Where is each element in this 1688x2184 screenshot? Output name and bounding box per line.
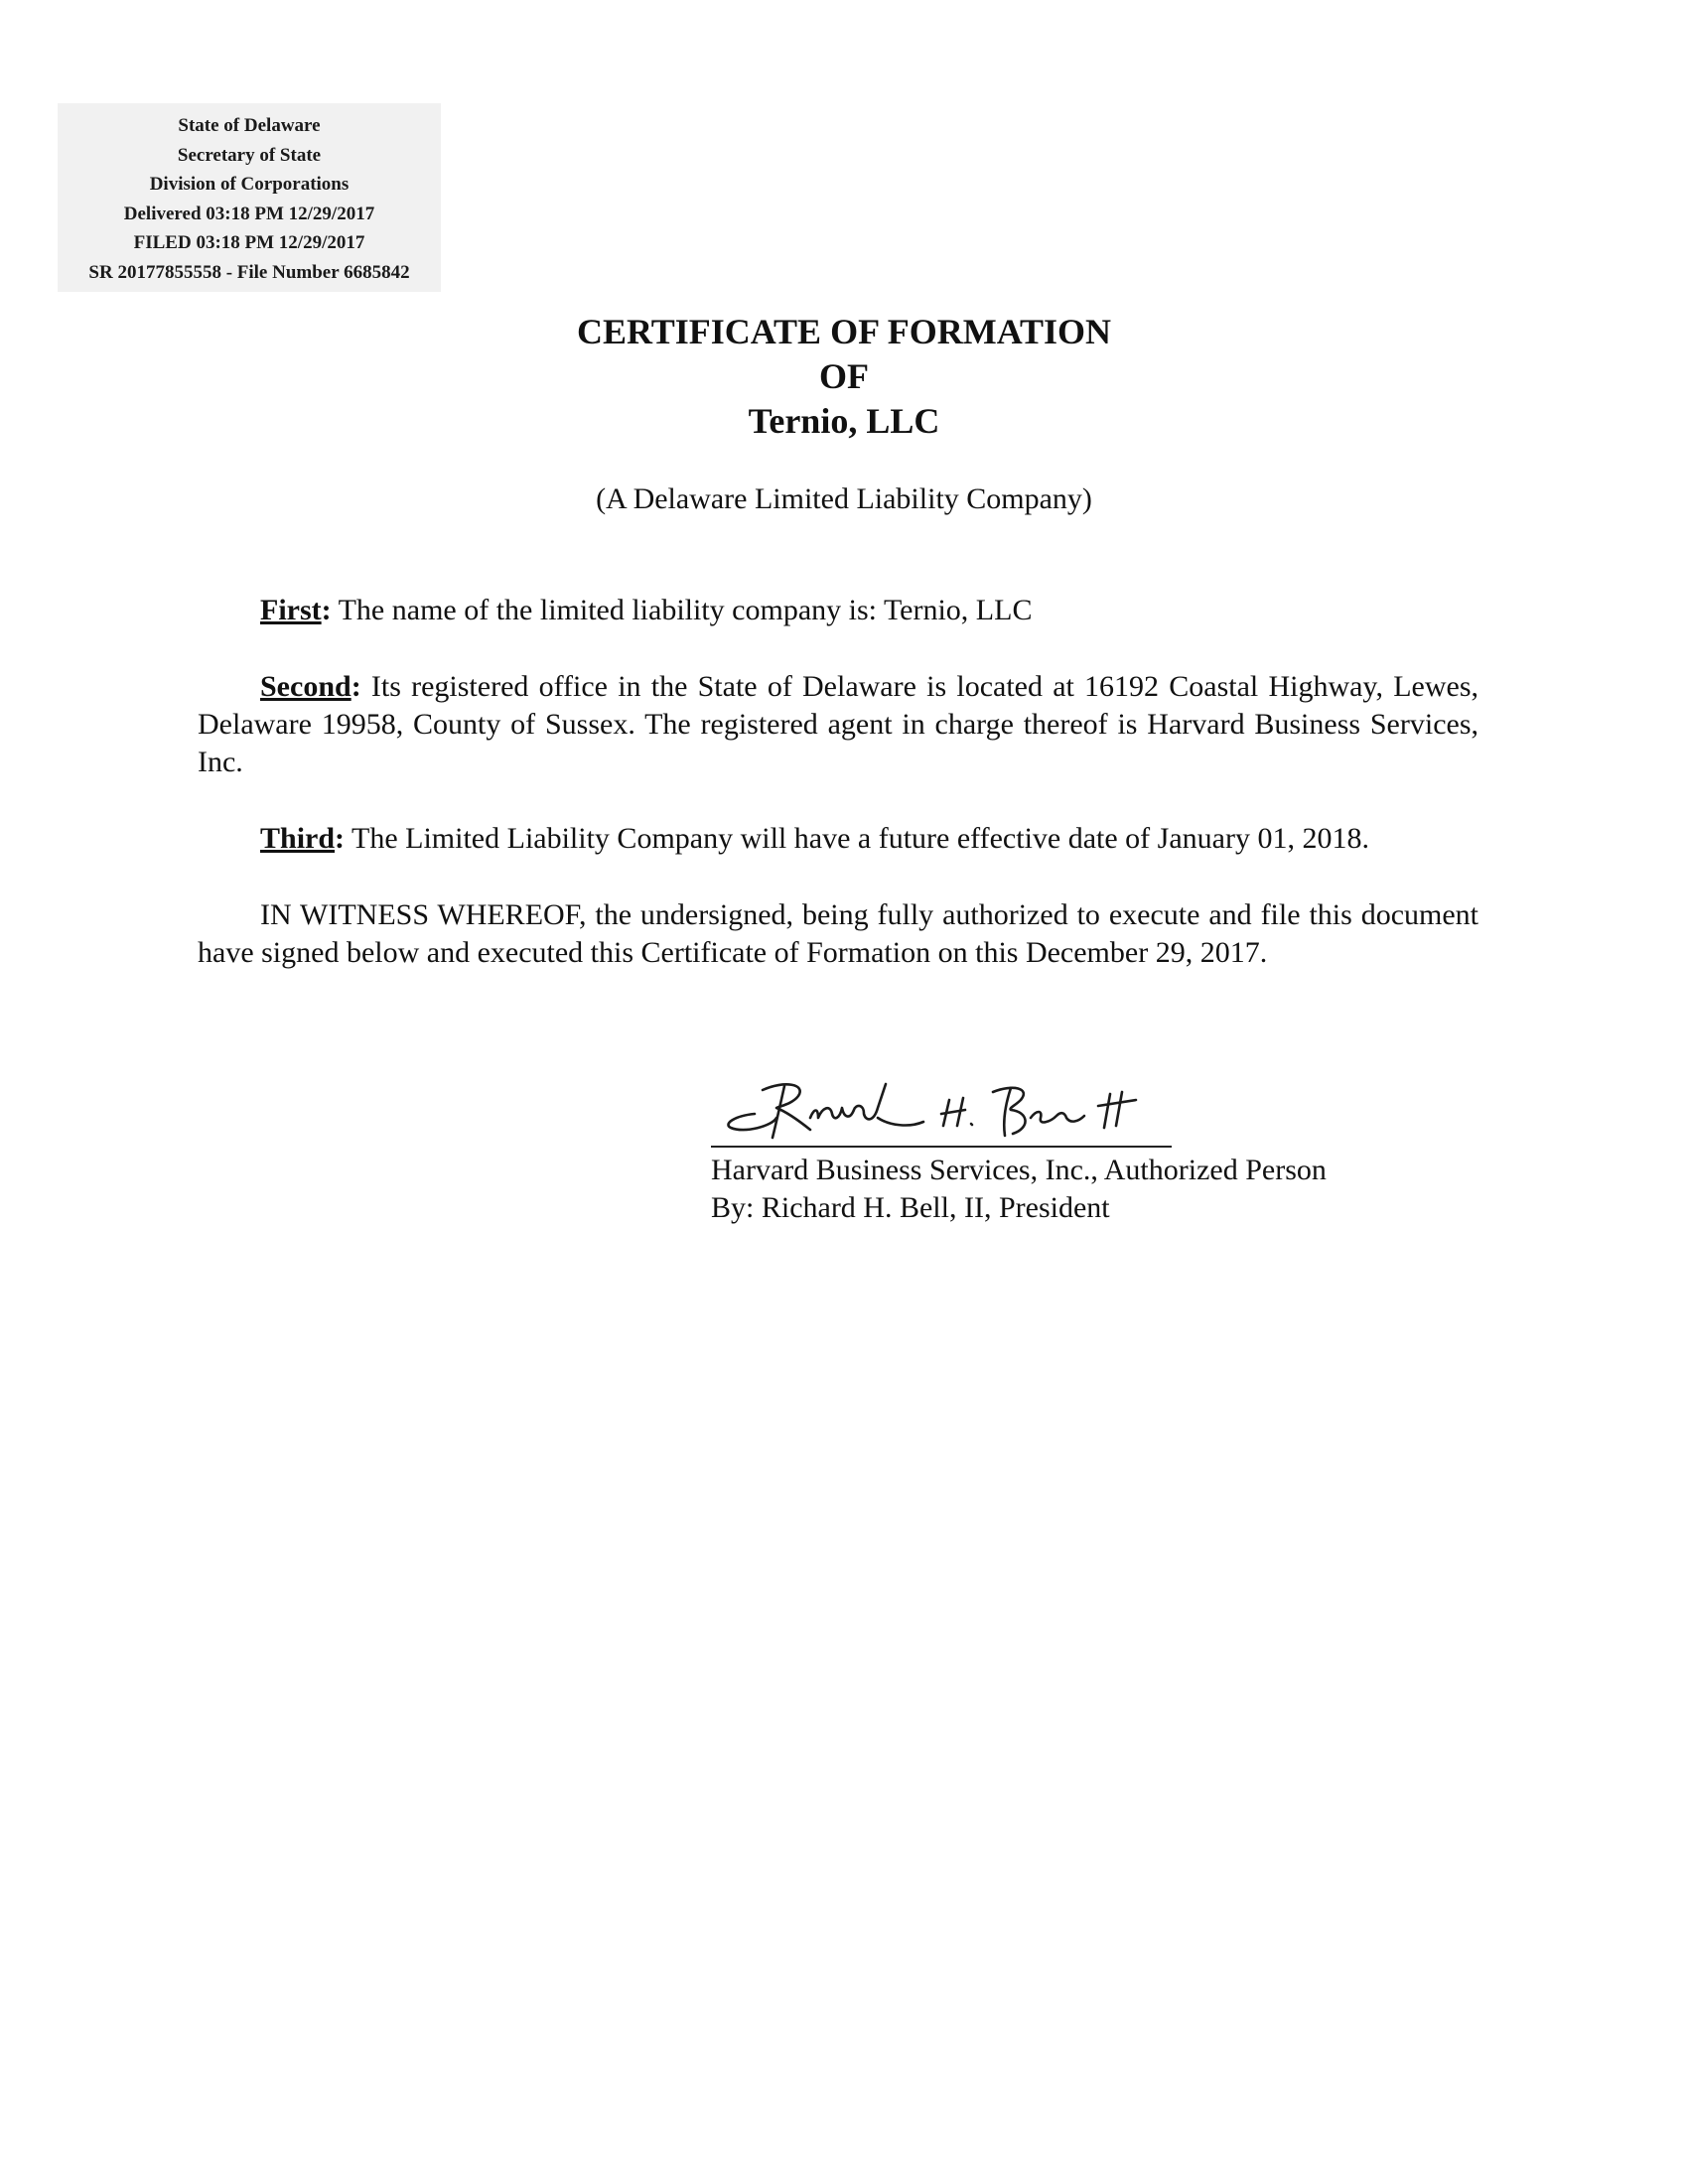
article-second-text: Its registered office in the State of Delaware is located at 16192 Coastal Highway, Lewes, Delaware 19958, County of Sussex. The registered agent in charge thereof is Harvard Business Services, Inc. bbox=[198, 670, 1478, 778]
stamp-division: Division of Corporations bbox=[149, 174, 350, 195]
article-second-heading: Second bbox=[260, 670, 352, 703]
article-third-heading: Third bbox=[260, 822, 336, 855]
signature-image bbox=[715, 1078, 1172, 1142]
witness-clause: IN WITNESS WHEREOF, the undersigned, being fully authorized to execute and file this document have signed below and executed this Certificate of Formation on this December 29, 2017. bbox=[198, 898, 1478, 969]
filing-stamp bbox=[58, 103, 441, 292]
signer-block bbox=[711, 1152, 1327, 1227]
title-line-3: Ternio, LLC bbox=[748, 401, 940, 441]
stamp-file-number: SR 20177855558 - File Number 6685842 bbox=[88, 261, 410, 283]
stamp-state: State of Delaware bbox=[178, 115, 321, 136]
stamp-secretary: Secretary of State bbox=[177, 144, 322, 166]
document-subtitle: (A Delaware Limited Liability Company) bbox=[596, 482, 1092, 515]
article-first-heading: First bbox=[260, 594, 322, 626]
stamp-filed: FILED 03:18 PM 12/29/2017 bbox=[133, 232, 365, 253]
title-line-2: OF bbox=[819, 356, 869, 396]
signature-line bbox=[711, 1146, 1172, 1148]
title-line-1: CERTIFICATE OF FORMATION bbox=[576, 312, 1112, 351]
article-first: First: The name of the limited liability company is: Ternio, LLC bbox=[260, 594, 1033, 626]
article-second: Second: Its registered office in the State of Delaware is located at 16192 Coastal Highway, Lewes, Delaware 19958, County of Sussex. The registered agent in charge thereof is Harvard Business Services, Inc. bbox=[198, 670, 1478, 778]
stamp-delivered: Delivered 03:18 PM 12/29/2017 bbox=[123, 203, 375, 224]
article-first-text: The name of the limited liability company is: Ternio, LLC bbox=[338, 594, 1033, 626]
article-third-text: The Limited Liability Company will have a future effective date of January 01, 2018. bbox=[352, 822, 1369, 855]
document-title bbox=[0, 310, 1688, 444]
article-third: Third: The Limited Liability Company will have a future effective date of January 01, 2018. bbox=[260, 822, 1369, 855]
signer-company: Harvard Business Services, Inc., Authorized Person bbox=[711, 1154, 1327, 1186]
signer-name: By: Richard H. Bell, II, President bbox=[711, 1191, 1110, 1224]
